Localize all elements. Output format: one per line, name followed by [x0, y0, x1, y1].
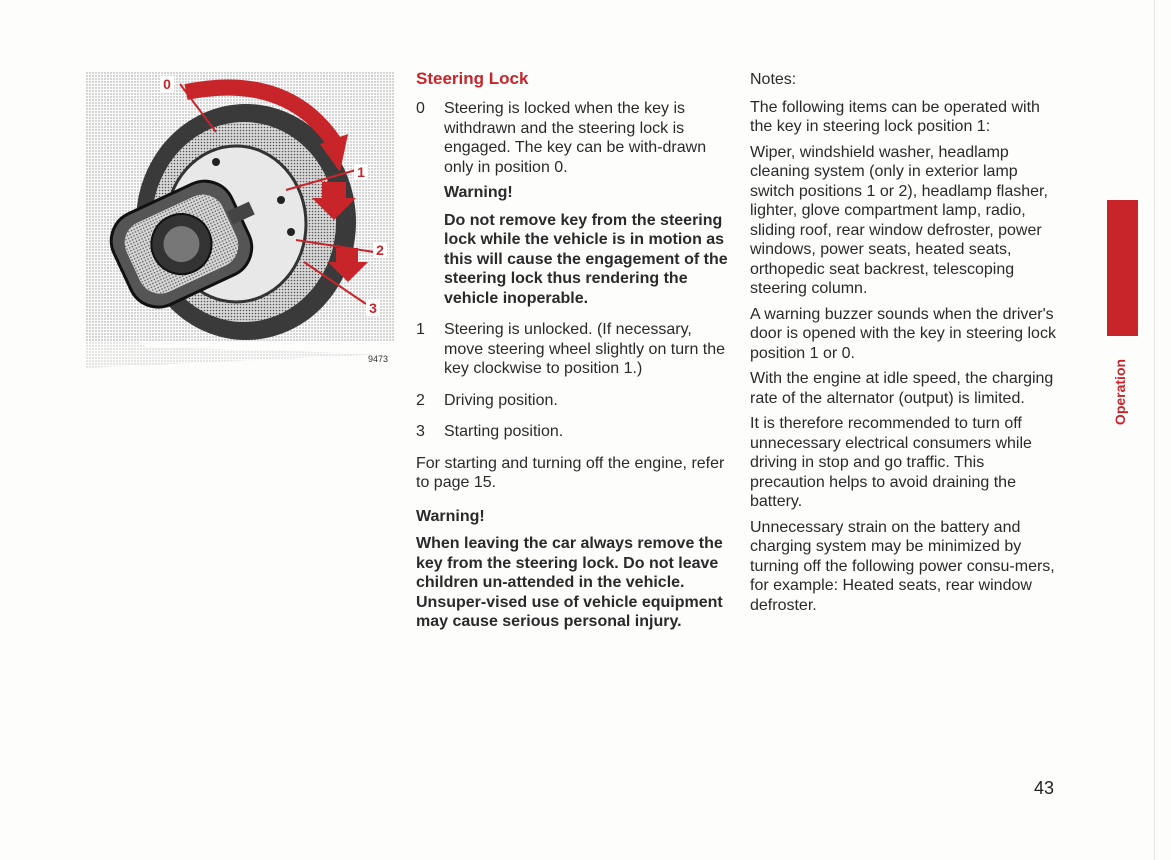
- notes-title: Notes:: [750, 71, 797, 88]
- position-item-1: [416, 320, 728, 385]
- position-text: Driving position.: [444, 391, 558, 409]
- position-number: 2: [416, 391, 425, 409]
- note-paragraph: With the engine at idle speed, the charging rate of the alternator (output) is limited.: [750, 370, 1054, 407]
- position-number: 0: [416, 100, 425, 117]
- note-paragraph: Wiper, windshield washer, headlamp cleaning system (only in exterior lamp switch positions 1 or 2), headlamp flasher, lighter, glove compartment lamp, radio, sliding roof, rear window defroster, power windows, power seats, heated seats, orthopedic seat backrest, telescoping steering column.: [750, 143, 1048, 297]
- main-warning-text: When leaving the car always remove the key from the steering lock. Do not leave children un-attended in the vehicle. Unsuper-vised use of vehicle equipment may cause serious personal injury.: [416, 535, 723, 630]
- note-paragraph: A warning buzzer sounds when the driver's door is opened with the key in steering lock position 1 or 0.: [750, 305, 1056, 362]
- steering-lock-drawing: [86, 72, 394, 368]
- position-text: Steering is locked when the key is withdrawn and the steering lock is engaged. The key can be with-drawn only in position 0.: [444, 100, 707, 176]
- callout-2: 2: [376, 242, 384, 258]
- steering-lock-section: [416, 68, 728, 638]
- position-item-3: [416, 422, 728, 448]
- position-text: Starting position.: [444, 423, 564, 440]
- main-warning-title: Warning!: [416, 507, 485, 525]
- position-item-2: [416, 391, 728, 417]
- steering-lock-illustration: [86, 72, 394, 368]
- page-edge: [1154, 0, 1155, 860]
- note-paragraph: Unnecessary strain on the battery and charging system may be minimized by turning off the following power consu-mers, for example: Heated seats, rear window defroster.: [750, 518, 1055, 614]
- note-paragraph: The following items can be operated with the key in steering lock position 1:: [750, 98, 1040, 135]
- warning-text: Do not remove key from the steering lock while the vehicle is in motion as this will cause the engagement of the steering lock thus rendering the vehicle inoperable.: [444, 211, 728, 307]
- section-tab-marker: [1107, 200, 1138, 336]
- callout-1: 1: [357, 164, 365, 180]
- notes-section: [750, 70, 1060, 621]
- page-number: 43: [1034, 778, 1055, 798]
- warning-title: Warning!: [444, 184, 513, 201]
- position-text: Steering is unlocked. (If necessary, move steering wheel slightly on turn the key clockwise to position 1.): [444, 321, 726, 377]
- figure-id: 9473: [368, 354, 389, 364]
- section-title: Steering Lock: [416, 69, 529, 88]
- section-tab-text: Operation: [1112, 358, 1128, 426]
- starting-note: For starting and turning off the engine, refer to page 15.: [416, 454, 725, 491]
- position-number: 1: [416, 321, 425, 338]
- position-item-0: [416, 99, 728, 314]
- callout-0: 0: [163, 76, 171, 92]
- callout-3: 3: [369, 300, 377, 316]
- position-number: 3: [416, 423, 425, 440]
- note-paragraph: It is therefore recommended to turn off unnecessary electrical consumers while driving in stop and go traffic. This precaution helps to avoid draining the battery.: [750, 415, 1032, 510]
